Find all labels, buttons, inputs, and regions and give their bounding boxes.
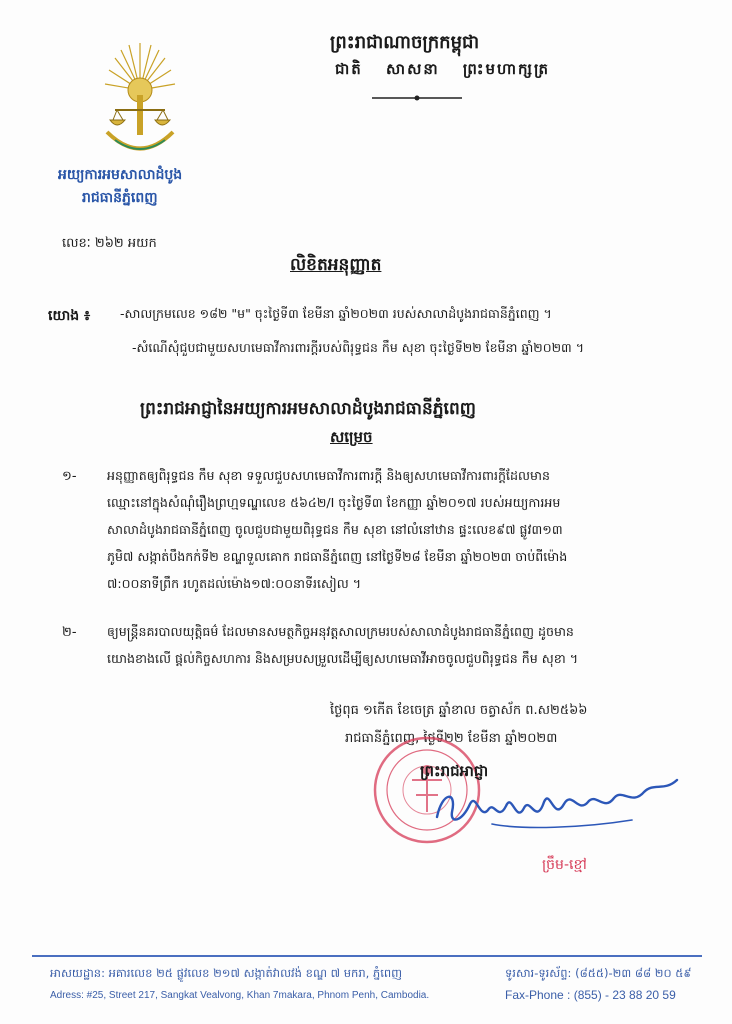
article-number: ២-: [62, 625, 77, 640]
national-motto: [335, 60, 566, 82]
basis-line-2: -សំណើសុំជួបជាមួយសហមេធាវីការពារក្តីរបស់ពិរុទ្ធជន កឹម សុខា ចុះថ្ងៃទី២២ ខែមីនា ឆ្នាំ២០២៣ ។: [132, 340, 584, 355]
document-title: លិខិតអនុញ្ញាត: [290, 255, 382, 275]
footer-divider: [32, 955, 702, 957]
reference-number: លេខៈ ២៦២ អយក: [62, 236, 157, 251]
motto-nation: ជាតិ: [335, 60, 363, 78]
article-line: ៧:០០នាទីព្រឹក រហូតដល់ម៉ោង១៧:០០នាទីរសៀល ។: [107, 576, 362, 591]
footer-phone-km: ទូរសារ-ទូរស័ព្ទ: (៨៥៥)-២៣ ៨៨ ២០ ៥៩: [505, 966, 692, 980]
article-line: អនុញ្ញាតឲ្យពិរុទ្ធជន កឹម សុខា ទទួលជួបសហមេធាវីការពារក្តី និងឲ្យសហមេធាវីការពារក្តីដែលមាន: [107, 468, 550, 483]
kingdom-title: ព្រះរាជាណាចក្រកម្ពុជា: [330, 32, 480, 53]
article-line: ភូមិ៧ សង្កាត់បឹងកក់ទី២ ខណ្ឌទួលគោក រាជធានីភ្នំពេញ នៅថ្ងៃទី២៨ ខែមីនា ឆ្នាំ២០២៣ ចាប់ពីម៉ោង: [107, 549, 568, 564]
court-emblem-icon: [95, 40, 185, 165]
article-2-body: [107, 618, 667, 672]
article-number: ១-: [62, 469, 77, 484]
ornament-divider: [372, 95, 462, 101]
signature-icon: [432, 762, 682, 837]
signer-name: ច្រឹម-ខ្មៅ: [542, 857, 587, 873]
basis-line-1: -សាលក្រមលេខ ១៨២ "ម" ចុះថ្ងៃទី៣ ខែមីនា ឆ្នាំ២០២៣ របស់សាលាដំបូងរាជធានីភ្នំពេញ ។: [120, 306, 552, 321]
article-line: ឈ្មោះនៅក្នុងសំណុំរឿងព្រហ្មទណ្ឌលេខ ៥៦៤២/I ចុះថ្ងៃទី៣ ខែកញ្ញា ឆ្នាំ២០១៧ របស់អយ្យការអម: [107, 495, 561, 510]
signatory-title: ព្រះរាជអាជ្ញា: [420, 762, 489, 780]
court-name-line2: រាជធានីភ្នំពេញ: [82, 190, 158, 206]
motto-king: ព្រះមហាក្សត្រ: [462, 60, 551, 78]
article-line: សាលាដំបូងរាជធានីភ្នំពេញ ចូលជួបជាមួយពិរុទ្ធជន កឹម សុខា នៅលំនៅឋាន ផ្ទះលេខ៩៧ ផ្លូវ៣១៣: [107, 522, 563, 537]
motto-religion: សាសនា: [386, 60, 440, 78]
article-line: យោងខាងលើ ផ្តល់កិច្ចសហការ និងសម្របសម្រួលដើម្បីឲ្យសហមេធាវីអាចចូលជួបពិរុទ្ធជន កឹម សុខា ។: [107, 651, 579, 666]
decision-heading: សម្រេច: [330, 428, 373, 446]
footer-address-en: Adress: #25, Street 217, Sangkat Vealvong, Khan 7makara, Phnom Penh, Cambodia.: [50, 990, 430, 1001]
court-name-line1: អយ្យការអមសាលាដំបូង: [58, 167, 183, 183]
footer-address-km: អាសយដ្ឋាន: អគារលេខ ២៥ ផ្លូវលេខ ២១៧ សង្កាត់វាលវង់ ខណ្ឌ ៧ មករា, ភ្នំពេញ: [50, 966, 403, 980]
article-1-body: [107, 462, 667, 597]
lunar-date: ថ្ងៃពុធ ១កើត ខែចេត្រ ឆ្នាំខាល ចត្វាស័ក ព.ស២៥៦៦: [330, 703, 588, 718]
solar-date: រាជធានីភ្នំពេញ, ថ្ងៃទី២២ ខែមីនា ឆ្នាំ២០២៣: [345, 731, 558, 746]
authority-heading: ព្រះរាជអាជ្ញានៃអយ្យការអមសាលាដំបូងរាជធានីភ្នំពេញ: [140, 399, 476, 419]
footer-phone-en: Fax-Phone : (855) - 23 88 20 59: [505, 988, 676, 1002]
article-line: ឲ្យមន្ត្រីនគរបាលយុត្តិធម៌ ដែលមានសមត្ថកិច្ចអនុវត្តសាលក្រមរបស់សាលាដំបូងរាជធានីភ្នំពេញ ដូចមាន: [107, 624, 574, 639]
basis-label: យោង ៖: [48, 308, 91, 324]
